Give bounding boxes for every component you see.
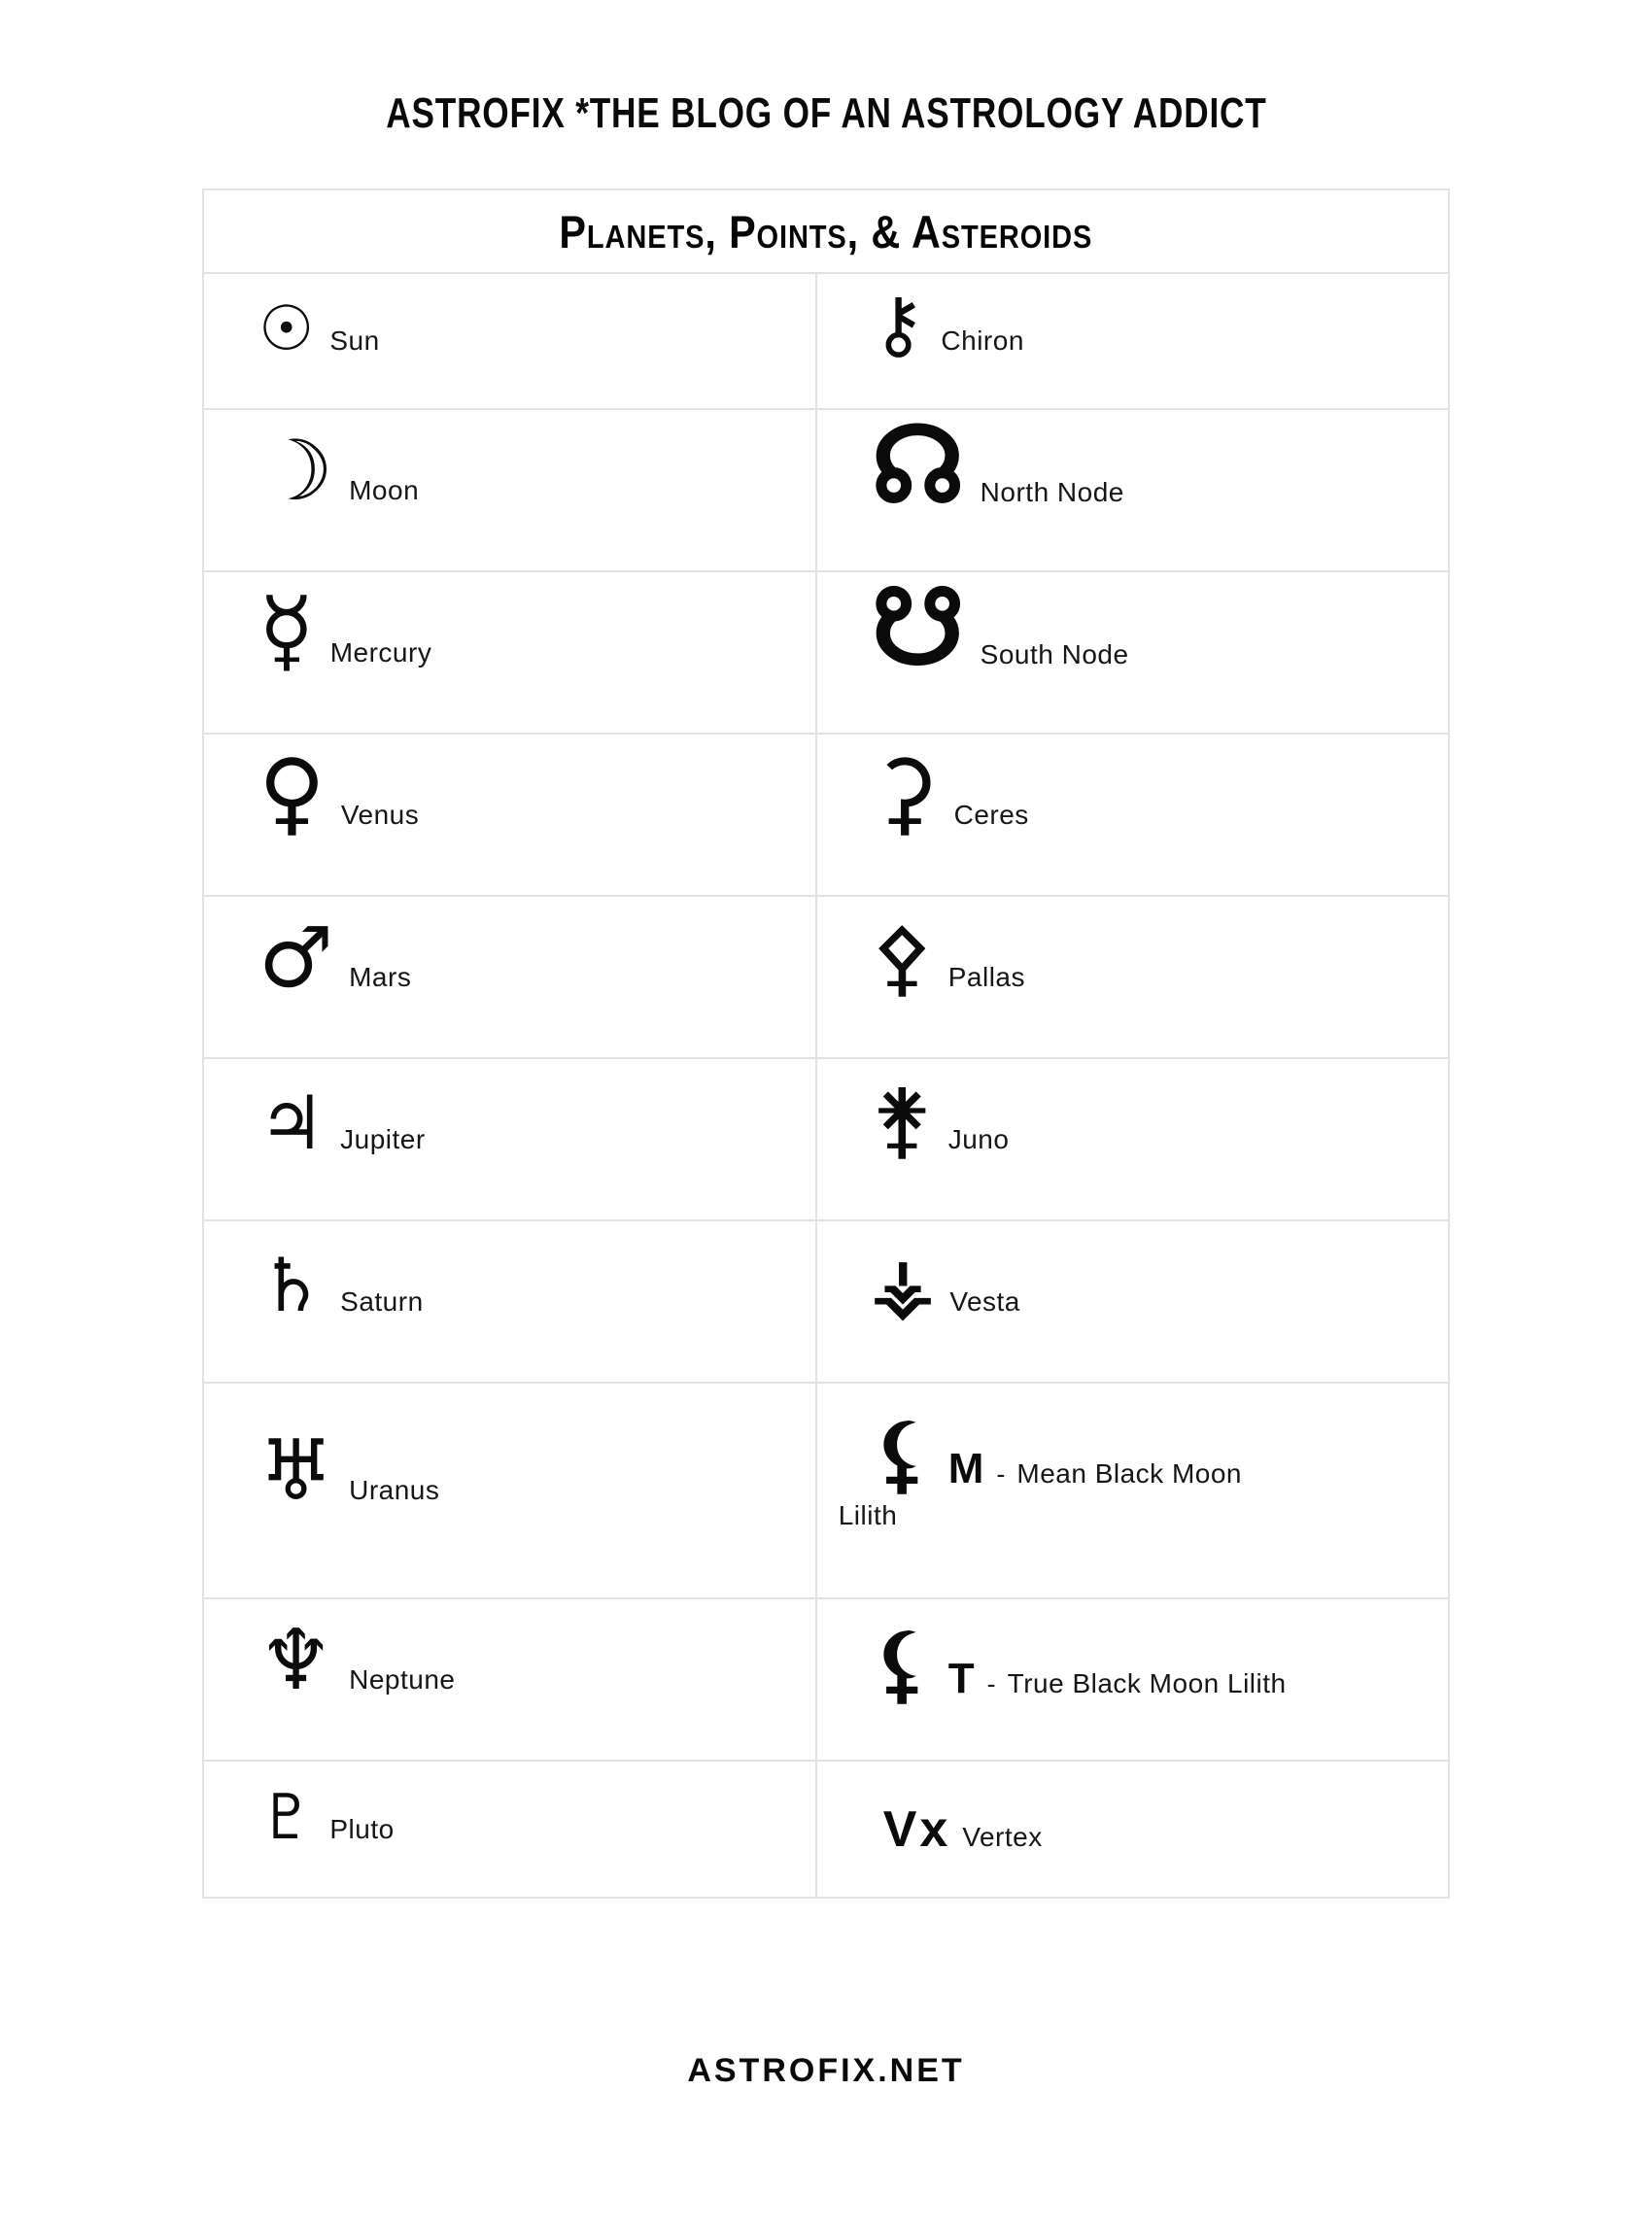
mercury-symbol: ☿ (258, 577, 315, 684)
title-row (203, 189, 1449, 273)
cell-jupiter (203, 1058, 816, 1220)
neptune-label: Neptune (349, 1663, 456, 1695)
planets-points-asteroids-table (202, 188, 1450, 1899)
pluto-label: Pluto (329, 1813, 395, 1844)
ceres-symbol: ⚳ (871, 739, 939, 846)
cell-saturn (203, 1220, 816, 1383)
true-lilith-letter: T (947, 1654, 976, 1702)
cell-pluto (203, 1761, 816, 1898)
south-node-label: South Node (980, 639, 1129, 670)
cell-mars (203, 896, 816, 1058)
ceres-label: Ceres (953, 799, 1029, 830)
juno-label: Juno (947, 1123, 1010, 1154)
neptune-symbol: ♆ (258, 1611, 334, 1709)
cell-north-node (816, 405, 1449, 571)
cell-vesta (816, 1220, 1449, 1383)
chiron-symbol: ⚷ (871, 281, 926, 368)
sun-label: Sun (329, 325, 380, 357)
table-row (203, 1220, 1449, 1383)
cell-neptune (203, 1598, 816, 1761)
black-moon-lilith-symbol: ⚸ (871, 1615, 933, 1713)
cell-south-node (816, 567, 1449, 734)
site-header (0, 89, 1652, 138)
vertex-letters: Vx (882, 1800, 951, 1858)
mean-black-moon-lilith-label: Mean Black Moon Lilith (838, 1457, 1242, 1530)
cell-pallas (816, 896, 1449, 1058)
sun-symbol: ☉ (258, 293, 315, 366)
uranus-label: Uranus (349, 1475, 440, 1506)
pluto-symbol: ♇ (258, 1781, 315, 1854)
cell-vertex (816, 1761, 1449, 1898)
cell-chiron (816, 273, 1449, 409)
cell-venus (203, 734, 816, 896)
table-title-cell (203, 189, 1449, 273)
mean-lilith-letter: M (947, 1444, 985, 1492)
table-title: Planets, Points, & Asteroids (559, 205, 1093, 257)
mars-label: Mars (349, 961, 412, 992)
pallas-label: Pallas (947, 961, 1025, 992)
vertex-label: Vertex (962, 1821, 1043, 1852)
cell-moon (203, 409, 816, 571)
saturn-label: Saturn (340, 1285, 424, 1317)
cell-sun (203, 273, 816, 409)
vesta-label: Vesta (949, 1285, 1020, 1317)
cell-uranus (203, 1383, 816, 1598)
dash-separator: - (986, 1668, 996, 1698)
cell-true-black-moon-lilith (816, 1598, 1449, 1761)
moon-label: Moon (349, 474, 420, 505)
table-row (203, 571, 1449, 734)
table-row (203, 409, 1449, 571)
mars-symbol: ♂ (258, 908, 334, 1007)
south-node-symbol: ☋ (871, 567, 965, 690)
cell-juno (816, 1058, 1449, 1220)
table-row (203, 1383, 1449, 1598)
table-row (203, 1058, 1449, 1220)
jupiter-symbol: ♃ (258, 1079, 326, 1166)
saturn-symbol: ♄ (258, 1241, 326, 1328)
site-footer-text: ASTROFIX.NET (687, 2052, 965, 2089)
north-node-label: North Node (980, 477, 1124, 508)
site-header-text: ASTROFIX *THE BLOG OF AN ASTROLOGY ADDICT (385, 89, 1267, 137)
mercury-label: Mercury (329, 636, 432, 668)
vesta-symbol: ⚶ (871, 1241, 935, 1328)
cell-mean-black-moon-lilith (816, 1383, 1449, 1598)
chiron-label: Chiron (941, 325, 1024, 357)
true-black-moon-lilith-label: True Black Moon Lilith (1007, 1667, 1287, 1698)
moon-symbol: ☽ (258, 422, 334, 520)
table-row (203, 896, 1449, 1058)
table-row (203, 734, 1449, 896)
cell-mercury (203, 571, 816, 734)
juno-symbol: ⚵ (871, 1071, 933, 1169)
jupiter-label: Jupiter (340, 1123, 426, 1154)
table-row (203, 1598, 1449, 1761)
cell-ceres (816, 734, 1449, 896)
pallas-symbol: ⚴ (871, 908, 933, 1007)
table-row (203, 1761, 1449, 1898)
dash-separator: - (996, 1458, 1006, 1489)
north-node-symbol: ☊ (871, 405, 965, 528)
table-row (203, 273, 1449, 409)
venus-symbol: ♀ (258, 739, 326, 846)
venus-label: Venus (340, 799, 420, 830)
site-footer (0, 2052, 1652, 2090)
uranus-symbol: ♅ (258, 1422, 334, 1521)
black-moon-lilith-symbol: ⚸ (871, 1405, 933, 1503)
